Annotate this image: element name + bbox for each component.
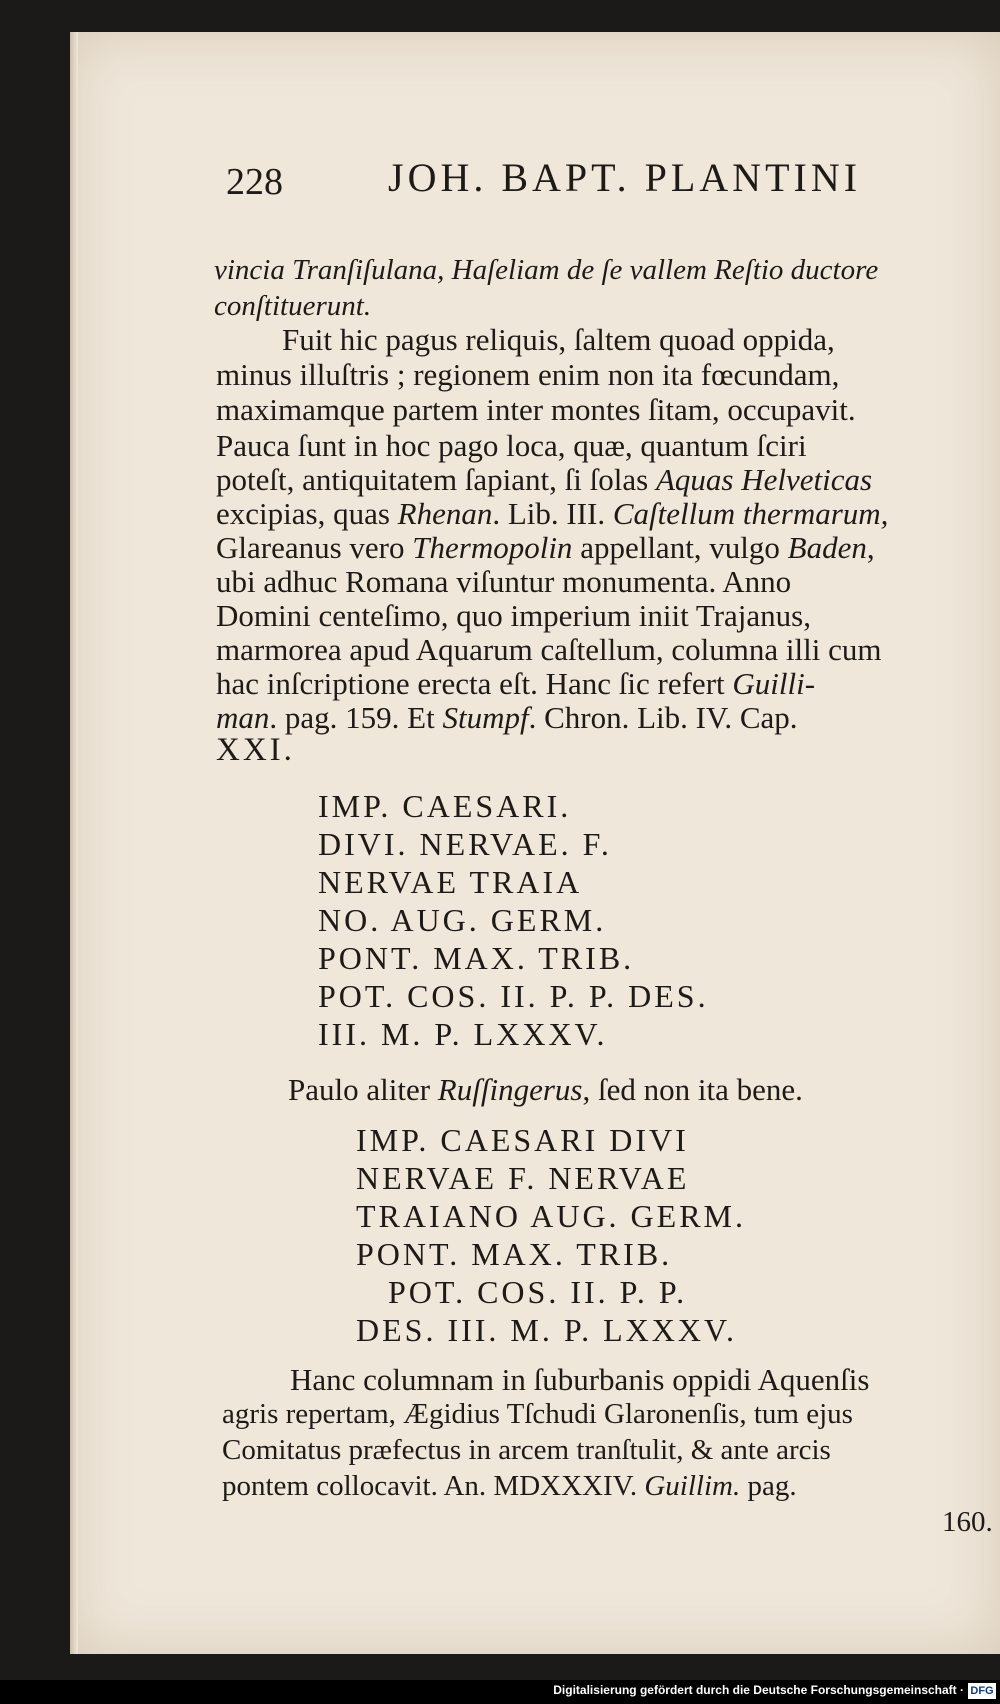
text-span: . pag. 159. Et [269,700,443,735]
book-page [70,32,1000,1654]
italic-span: Baden [787,530,867,565]
text-span: , [866,530,875,565]
italic-span: Guilli- [732,666,816,701]
dfg-logo: DFG [968,1683,996,1699]
text-line-10: ubi adhuc Romana viſuntur monumenta. Anno [216,564,792,599]
text-line-t3: Comitatus præfectus in arcem tranſtulit, & ante arcis [222,1434,831,1466]
text-line-7 [216,462,872,498]
inscription-1-line-1: IMP. CAESARI. [318,788,572,824]
text-span: pontem collocavit. An. MDXXXIV. [222,1470,645,1502]
italic-span: Stumpf [442,700,529,735]
text-line-11: Domini centeſimo, quo imperium iniit Trajanus, [216,598,811,633]
text-line-15: XXI. [216,732,295,768]
text-line-6: Pauca ſunt in hoc pago loca, quæ, quantum ſciri [216,428,807,463]
footer-text: Digitalisierung gefördert durch die Deutsche Forschungsgemeinschaft · [553,1683,964,1697]
text-span: pag. [740,1470,797,1502]
text-span: appellant, vulgo [572,530,788,565]
page-number: 228 [226,161,283,203]
italic-span: man [216,700,270,735]
digitization-footer [0,1680,1000,1704]
text-line-8 [216,496,888,532]
inscription-2-line-4: PONT. MAX. TRIB. [356,1236,673,1272]
inscription-1-line-6: POT. COS. II. P. P. DES. [318,978,709,1014]
text-line-mid [288,1072,803,1108]
inscription-2-line-6: DES. III. M. P. LXXXV. [356,1312,737,1348]
text-line-14 [216,700,798,736]
inscription-1-line-5: PONT. MAX. TRIB. [318,940,635,976]
catchword: 160. [942,1506,993,1538]
text-span: Glareanus vero [216,530,413,565]
text-span: , ſed non ita bene. [582,1072,803,1107]
inscription-2-line-1: IMP. CAESARI DIVI [356,1122,689,1158]
inscription-2-line-5: POT. COS. II. P. P. [388,1274,688,1310]
italic-span: Aquas Helveticas [655,462,873,497]
italic-span: Caſtellum thermarum, [612,496,889,531]
text-line-5: maximamque partem inter montes ſitam, occupavit. [216,392,856,427]
inscription-1-line-7: III. M. P. LXXXV. [318,1016,608,1052]
text-line-2: conſtituerunt. [214,290,372,322]
text-line-13 [216,666,815,702]
text-line-3: Fuit hic pagus reliquis, ſaltem quoad oppida, [282,322,835,357]
italic-span: Rhenan [397,496,493,531]
text-line-t2: agris repertam, Ægidius Tſchudi Glaronenſis, tum ejus [222,1398,853,1430]
inscription-1-line-4: NO. AUG. GERM. [318,902,607,938]
italic-span: Ruſſingerus [437,1072,583,1107]
text-line-9 [216,530,875,566]
page-edge [70,32,78,1654]
inscription-2-line-3: TRAIANO AUG. GERM. [356,1198,746,1234]
text-span: . Chron. Lib. IV. Cap. [528,700,798,735]
text-line-1: vincia Tranſiſulana, Haſeliam de ſe vallem Reſtio ductore [214,254,879,286]
italic-span: Guillim. [644,1470,741,1502]
text-line-12: marmorea apud Aquarum caſtellum, columna illi cum [216,632,882,667]
text-span: Paulo aliter [288,1072,438,1107]
text-line-t1: Hanc columnam in ſuburbanis oppidi Aquenſis [290,1362,870,1397]
text-span: . Lib. III. [492,496,613,531]
text-span: excipias, quas [216,496,398,531]
text-line-t4 [222,1470,797,1503]
text-line-4: minus illuſtris ; regionem enim non ita fœcundam, [216,357,840,392]
inscription-1-line-3: NERVAE TRAIA [318,864,583,900]
text-span: hac inſcriptione erecta eſt. Hanc ſic refert [216,666,733,701]
running-title: JOH. BAPT. PLANTINI [388,155,862,200]
inscription-2-line-2: NERVAE F. NERVAE [356,1160,690,1196]
inscription-1-line-2: DIVI. NERVAE. F. [318,826,612,862]
italic-span: Thermopolin [412,530,573,565]
text-span: poteſt, antiquitatem ſapiant, ſi ſolas [216,462,656,497]
